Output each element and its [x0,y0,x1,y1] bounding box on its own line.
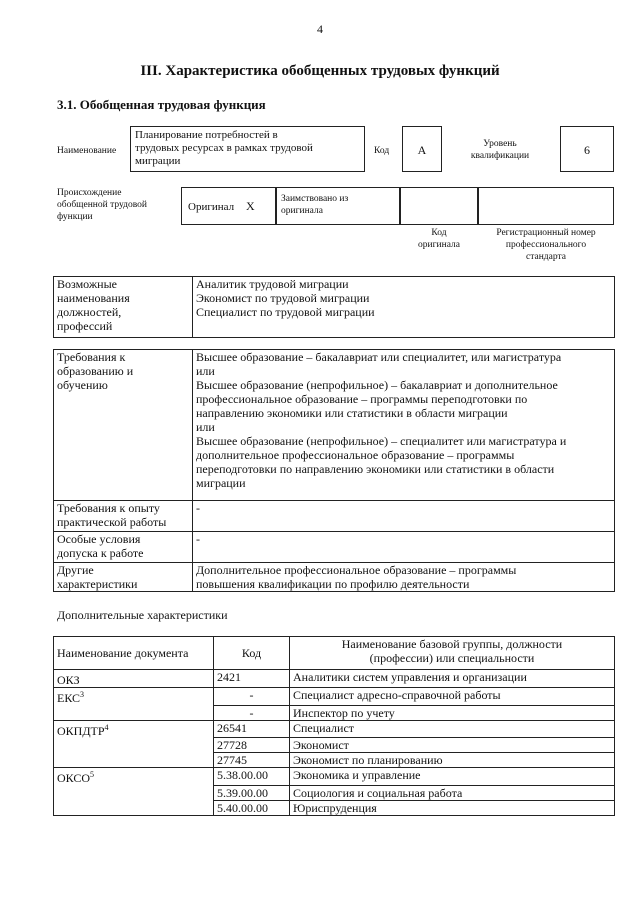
gtf-code-value: А [402,126,442,172]
classifier-code: 2421 [214,670,290,688]
origin-original-mark: X [246,199,255,213]
origin-code-caption: Код оригинала [418,228,460,250]
table-row [54,670,615,688]
origin-borrowed-cell: Заимствовано из оригинала [276,187,400,225]
table-row [54,532,615,563]
req-experience-label: Требования к опыту практической работы [54,501,193,532]
classifier-doc [54,670,214,688]
req-education-value: Высшее образование – бакалавриат или специалитет, или магистратура или Высшее образование (непрофильное) – бакалавриат и дополнительное профессиональное образование – программы переподготовки по направлению экономики или статистики в области миграции или Высшее образование (непрофильное) – специалитет или магистратура и дополнительное профессиональное образование – программы переподготовки по направлению экономики или статистики в области миграции [193,350,615,501]
additional-title: Дополнительные характеристики [57,608,228,622]
header-doc: Наименование документа [54,637,214,670]
req-experience-value: - [193,501,615,532]
classifier-doc [54,785,214,800]
table-row [54,563,615,592]
classifier-name: Экономист по планированию [290,753,615,768]
classifier-code: - [214,688,290,706]
classifier-code: 27745 [214,753,290,768]
classifier-code: 5.38.00.00 [214,768,290,786]
classifier-table [53,636,615,816]
classifier-code: - [214,705,290,720]
req-education-label: Требования к образованию и обучению [54,350,193,501]
req-other-label: Другие характеристики [54,563,193,592]
classifier-doc-name: ОКПДТР [57,723,105,738]
classifier-doc-footnote: 4 [104,722,109,732]
positions-label: Возможные наименования должностей, профессий [54,277,193,338]
classifier-code: 5.39.00.00 [214,785,290,800]
classifier-name: Аналитики систем управления и организации [290,670,615,688]
classifier-doc [54,738,214,753]
classifier-doc [54,720,214,738]
classifier-doc [54,688,214,706]
classifier-doc-footnote: 3 [80,690,85,699]
positions-table [53,276,615,338]
classifier-name: Юриспруденция [290,800,615,815]
table-row [54,785,615,800]
classifier-code: 26541 [214,720,290,738]
header-code: Код [214,637,290,670]
gtf-name-value: Планирование потребностей в трудовых ресурсах в рамках трудовой миграции [130,126,365,172]
table-header-row [54,637,615,670]
gtf-level-label: Уровень квалификации [470,139,530,161]
origin-code-cell [400,187,478,225]
section-title: III. Характеристика обобщенных трудовых функций [140,63,500,79]
positions-value: Аналитик трудовой миграции Экономист по трудовой миграции Специалист по трудовой миграции [193,277,615,338]
origin-original-label: Оригинал [188,201,235,213]
classifier-doc [54,800,214,815]
table-row [54,688,615,706]
classifier-name: Социология и социальная работа [290,785,615,800]
origin-label: Происхождение обобщенной трудовой функции [57,188,147,222]
classifier-code: 5.40.00.00 [214,800,290,815]
classifier-doc-name: ОКСО [57,771,91,785]
req-conditions-label: Особые условия допуска к работе [54,532,193,563]
table-row [54,768,615,786]
gtf-code-label: Код [374,146,390,156]
header-name: Наименование базовой группы, должности (профессии) или специальности [290,637,615,670]
classifier-name: Специалист [290,720,615,738]
origin-original-cell [181,187,276,225]
table-row [54,501,615,532]
table-row [54,277,615,338]
classifier-name: Инспектор по учету [290,705,615,720]
classifier-doc [54,705,214,720]
classifier-name: Специалист адресно-справочной работы [290,688,615,706]
requirements-table [53,349,615,592]
table-row [54,738,615,753]
origin-reg-caption: Регистрационный номер профессионального стандарта [496,228,596,262]
classifier-doc [54,753,214,768]
req-other-value: Дополнительное профессиональное образование – программы повышения квалификации по профилю деятельности [193,563,615,592]
classifier-doc-name: ОКЗ [57,673,80,687]
subsection-title: 3.1. Обобщенная трудовая функция [57,97,266,112]
classifier-name: Экономика и управление [290,768,615,786]
classifier-code: 27728 [214,738,290,753]
table-row [54,350,615,501]
classifier-name: Экономист [290,738,615,753]
classifier-doc-name: ЕКС [57,691,81,705]
table-row [54,800,615,815]
table-row [54,720,615,738]
classifier-doc [54,768,214,786]
page-number: 4 [317,22,323,36]
classifier-doc-footnote: 5 [90,770,95,779]
origin-reg-cell [478,187,614,225]
table-row [54,753,615,768]
table-row [54,705,615,720]
req-conditions-value: - [193,532,615,563]
gtf-level-value: 6 [560,126,614,172]
gtf-name-label: Наименование [57,146,117,156]
